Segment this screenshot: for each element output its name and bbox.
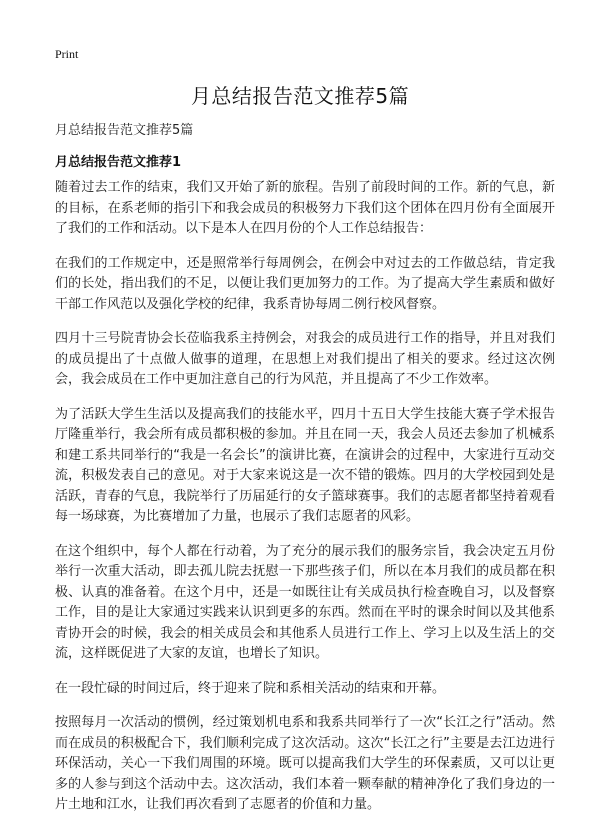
section-heading: 月总结报告范文推荐1: [55, 155, 182, 170]
paragraph: 随着过去工作的结束，我们又开始了新的旅程。告别了前段时间的工作。新的气息，新的目标，在系老师的指引下和我会成员的积极努力下我们这个团体在四月份有全面展开了我们的工作和活动。以下是本人在四月份的个人工作总结报告：: [55, 180, 555, 236]
paragraph: 在一段忙碌的时间过后，终于迎来了院和系相关活动的结束和开幕。: [55, 680, 446, 696]
paragraph: 为了活跃大学生生活以及提高我们的技能水平，四月十五日大学生技能大赛子学术报告厅隆重举行，我会所有成员都积极的参加。并且在同一天，我会人员还去参加了机械系和建工系共同举行的“我是一名会长”的演讲比赛，在演讲会的过程中，大家进行互动交流，积极发表自己的意见。对于大家来说这是一次不错的锻炼。四月的大学校园到处是活跃，青春的气息，我院举行了历届延行的女子篮球赛事。我们的志愿者都坚持着观看每一场球赛，为比赛增加了力量，也展示了我们志愿者的风彩。: [55, 406, 555, 524]
article-body: [55, 178, 555, 830]
paragraph: 按照每月一次活动的惯例，经过策划机电系和我系共同举行了一次“长江之行”活动。然而在成员的积极配合下，我们顺利完成了这次活动。这次“长江之行”主要是去江边进行环保活动，关心一下我们周围的环境。既可以提高我们大学生的环保素质，又可以让更多的人参与到这个活动中去。这次活动，我们本着一颗奉献的精神净化了我们身边的一片土地和江水，让我们再次看到了志愿者的价值和力量。: [55, 715, 555, 812]
page-title: 月总结报告范文推荐5篇: [190, 84, 410, 108]
paragraph: 在我们的工作规定中，还是照常举行每周例会，在例会中对过去的工作做总结，肯定我们的长处，指出我们的不足，以便让我们更加努力的工作。为了提高大学生素质和做好干部工作风范以及强化学校的纪律，我系青协每周二例行校风督察。: [55, 255, 555, 312]
paragraph: 四月十三号院青协会长莅临我系主持例会，对我会的成员进行工作的指导，并且对我们的成员提出了十点做人做事的道理，在思想上对我们提出了相关的要求。经过这次例会，我会成员在工作中更加注意自己的行为风范，并且提高了不少工作效率。: [55, 331, 555, 387]
subtitle: 月总结报告范文推荐5篇: [55, 123, 194, 138]
print-link[interactable]: Print: [55, 47, 79, 61]
paragraph: 在这个组织中，每个人都在行动着，为了充分的展示我们的服务宗旨，我会决定五月份举行一次重大活动，即去孤儿院去抚慰一下那些孩子们，所以在本月我们的成员都在积极、认真的准备着。在这个月中，还是一如既往让有关成员执行检查晚自习，以及督察工作，目的是让大家通过实践来认识到更多的东西。然而在平时的课余时间以及其他系青协开会的时候，我会的相关成员会和其他系人员进行工作上、学习上以及生活上的交流，这样既促进了大家的友谊，也增长了知识。: [55, 543, 555, 661]
